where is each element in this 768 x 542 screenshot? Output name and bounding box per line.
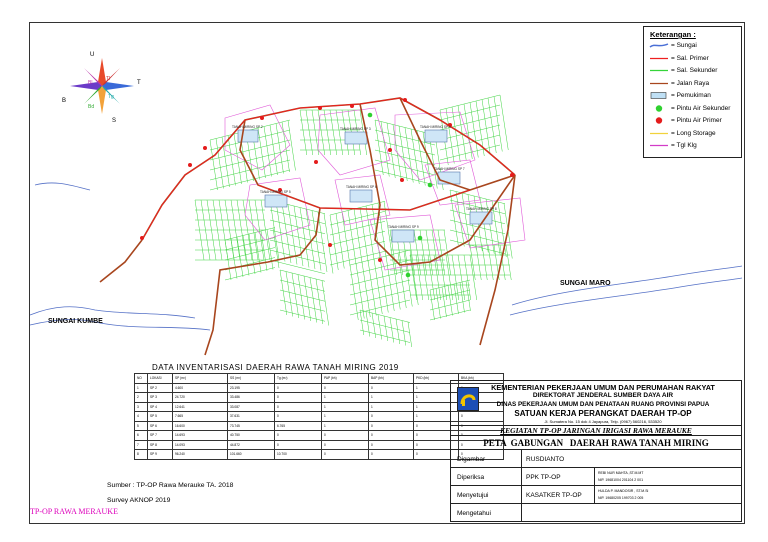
canal-secondary [464,255,471,300]
legend-title: Keterangan : [650,30,696,39]
table-cell: 1 [414,383,459,393]
compass-n: U [90,52,95,58]
table-cell: 3 [135,402,148,412]
table-cell: 1 [322,421,369,431]
signature-row-checked [451,467,741,486]
table-cell: 0 [459,450,504,460]
compass-rose [62,52,141,124]
directorate-name: DIREKTORAT JENDERAL SUMBER DAYA AIR [532,392,674,399]
canal-secondary [402,321,406,346]
table-header-cell: NO [135,374,148,384]
legend-item [647,91,711,100]
canal-secondary [210,140,218,190]
table-row [135,393,504,403]
gate-secondary [418,236,423,241]
table-cell: 0 [275,402,322,412]
table-header-cell: BKA (bh) [459,374,504,384]
canal-block [410,255,477,300]
title-block [450,380,742,522]
canal-secondary [500,95,508,150]
row-label: Diperiksa [457,474,485,481]
gate-primary [388,148,392,152]
table-cell: 6 [135,431,148,441]
table-row [135,412,504,422]
canal-secondary [378,315,382,340]
canal-secondary [258,128,266,178]
canal-secondary [416,255,423,300]
canal-block [225,228,279,281]
canal-secondary [280,300,325,311]
table-header-cell: SP (m²) [173,374,228,384]
canal-secondary [440,145,500,160]
table-cell: SP 5 [148,412,173,422]
river-maro [512,266,742,305]
compass-w: B [62,98,67,104]
gate-secondary [428,183,433,188]
table-row [135,402,504,412]
table-cell: 0 [275,393,322,403]
legend-item [647,129,716,138]
legend-symbol [647,41,671,50]
table-cell: 16.600 [173,421,228,431]
table-cell: SP 4 [148,402,173,412]
road [100,240,142,282]
canal-secondary [396,319,400,344]
table-cell: 2 [135,393,148,403]
table-cell: 0 [275,431,322,441]
canal-secondary [466,281,471,311]
canal-secondary [426,230,433,275]
gate-secondary [406,273,411,278]
table-row [135,431,504,441]
canal-secondary [310,278,317,323]
table-header-cell: LOKASI [148,374,173,384]
legend-label: = Long Storage [671,129,716,137]
table-cell: 1 [369,402,414,412]
canal-secondary [286,272,293,317]
table-cell: 33.486 [228,393,275,403]
row-nip: NIP. 19681004 201104 2 001 [598,478,644,482]
legend [643,26,742,158]
compass-ne: Tl [106,76,111,82]
table-cell: 23.195 [228,383,275,393]
row-person-cell [594,468,644,486]
table-cell: 0 [322,431,369,441]
gates [140,98,514,277]
activity-name: KEGIATAN TP-OP JARINGAN IRIGASI RAWA MERAUKE [451,425,741,435]
table-cell: 6.765 [275,421,322,431]
table-cell: 0 [369,383,414,393]
table-cell: 0 [414,421,459,431]
canal-secondary [372,313,376,338]
table-cell: 14.093 [173,440,228,450]
table-cell: 96.240 [173,450,228,460]
compass-nw: Bl [88,80,93,86]
block-label-sp5: TANAH MIRING SP 5 [260,190,291,194]
legend-symbol [647,104,671,113]
table-cell: 4.600 [173,383,228,393]
canal-secondary [440,95,500,110]
river [35,183,90,190]
table-row [135,421,504,431]
table-cell: 0 [369,431,414,441]
gate-primary [403,98,407,102]
table-header-cell: PKD (bh) [414,374,459,384]
row-label: Mengetahui [457,510,491,517]
settlement [425,130,447,142]
table-cell: 0 [414,440,459,450]
block-label-sp9: TANAH MIRING SP 9 [388,225,419,229]
table-cell: 37.631 [228,412,275,422]
canal-secondary [494,97,502,152]
gate-primary [510,173,514,177]
table-cell: 7.665 [173,412,228,422]
block-label-sp8: TANAH MIRING SP 8 [466,207,497,211]
canal-secondary [434,255,441,300]
canal-secondary [322,281,329,326]
canal-secondary [336,110,343,155]
table-cell: 0 [414,450,459,460]
canal-secondary [298,275,305,320]
table-cell: 10.700 [275,450,322,460]
row-name-cell [521,468,561,486]
inventory-table [134,373,504,460]
settlement [350,190,372,202]
gate-primary [400,178,404,182]
table-cell: 73.745 [228,421,275,431]
block-label-sp7: TANAH MIRING SP 7 [434,167,465,171]
row-person-cell [594,486,649,504]
compass-needle-n [98,58,106,86]
canal-secondary [228,136,236,186]
watermark-text: TP-OP RAWA MERAUKE [30,507,118,516]
canal-block [430,280,471,320]
table-cell: 33.087 [228,402,275,412]
canal-secondary [360,330,410,343]
table-cell: 0 [322,383,369,393]
table-row [135,440,504,450]
table-cell: 0 [459,421,504,431]
river-kumbe [30,307,195,318]
canal-secondary [442,287,447,317]
legend-symbol [647,116,671,125]
river-label-maro: SUNGAI MARO [560,280,611,287]
legend-label: = Jalan Raya [671,79,710,87]
map-title: PETA GABUNGAN DAERAH RAWA TANAH MIRING [451,435,741,450]
canal-secondary [432,230,439,275]
table-cell: 0 [275,440,322,450]
canal-secondary [460,283,465,313]
canal-secondary [276,124,284,174]
canal-secondary [306,110,313,155]
legend-item [647,104,730,113]
gate-primary [140,236,144,240]
table-cell: 7 [135,440,148,450]
table-cell: 8 [135,450,148,460]
table-cell: SP 2 [148,383,173,393]
legend-label: = Pintu Air Sekunder [671,104,731,112]
table-cell: 0 [275,412,322,422]
legend-symbol [647,54,671,63]
canal-block [440,95,508,165]
table-cell: 0 [459,431,504,441]
river-label-kumbe: SUNGAI KUMBE [48,318,103,325]
canal-secondary [225,268,275,281]
compass-e: T [137,80,141,86]
compass-sw: Bd [88,104,95,110]
canal-secondary [324,110,331,155]
legend-label: = Tgl Klg [671,142,697,149]
canal-secondary [292,273,299,318]
row-name-cell [521,504,522,522]
block-label-sp6: TANAH MIRING SP 6 [346,185,377,189]
gate-primary [350,104,354,108]
compass-s: S [112,118,117,124]
table-header-cell: BAP (bh) [369,374,414,384]
canal-block [280,270,329,326]
row-label: Menyetujui [457,492,489,499]
table-cell: 1 [322,402,369,412]
gate-primary [318,106,322,110]
gate-primary [328,243,332,247]
legend-item [647,141,697,150]
survey-text: Survey AKNOP 2019 [107,497,171,504]
canal-secondary [440,135,500,150]
table-cell: 1 [322,412,369,422]
table-cell: 0 [459,412,504,422]
settlement [265,195,287,207]
table-cell: SP 9 [148,450,173,460]
canal-secondary [316,279,323,324]
compass-needle-w [70,82,102,90]
canal-secondary [312,110,319,155]
source-text: Sumber : TP-OP Rawa Merauke TA. 2018 [107,482,234,489]
table-cell: 0 [275,383,322,393]
table-cell: 0 [414,431,459,441]
table-cell: 40.750 [228,431,275,441]
gate-primary [203,146,207,150]
table-cell: 24.720 [173,393,228,403]
table-header-cell: Tg (m²) [275,374,322,384]
table-cell: 1 [135,383,148,393]
canal-secondary [280,270,287,315]
table-header-cell: SS (m²) [228,374,275,384]
canal-block [270,200,333,274]
table-cell: 0 [369,450,414,460]
canal-secondary [454,284,459,314]
canal-secondary [282,122,290,172]
legend-item [647,79,709,88]
settlement [392,230,414,242]
table-cell: SP 3 [148,393,173,403]
canal-secondary [330,110,337,155]
table-cell: 0 [369,440,414,450]
legend-label: = Pintu Air Primer [671,117,722,124]
row-person: HULDA P. MANDOSIR , ST.M.Si [598,489,649,493]
legend-item [647,116,722,125]
canal-secondary [350,290,410,305]
canal-secondary [448,286,453,316]
canal-block [360,310,412,347]
canal-secondary [350,270,410,285]
row-name: KASATKER TP-OP [526,492,582,499]
row-name-cell [521,486,582,504]
row-name: PPK TP-OP [526,474,561,481]
table-cell: 0 [369,412,414,422]
compass-needle-s [98,86,106,114]
canal-secondary [408,322,412,347]
row-name: RUSDIANTO [526,456,565,463]
legend-symbol [647,141,671,150]
row-person: REBI NUR MAHTA ,ST.M.MT [598,471,644,475]
canal-secondary [270,125,278,175]
legend-symbol [647,129,671,138]
canal-secondary [210,150,290,170]
legend-symbol [647,79,671,88]
canal-secondary [390,318,394,343]
canal-block [195,200,270,260]
table-cell: SP 6 [148,421,173,431]
gate-primary [314,160,318,164]
unit-address: Jl. Sumatera No. 15 dok 4 Jayapura, Telp. (0967) 560216, 533520 [544,419,662,424]
table-row [135,450,504,460]
dinas-name: DINAS PEKERJAAN UMUM DAN PENATAAN RUANG PROVINSI PAPUA [496,401,710,408]
legend-item [647,66,717,75]
settlement [345,132,367,144]
table-cell: 14.693 [173,431,228,441]
table-cell: 5 [135,421,148,431]
gate-primary [378,258,382,262]
canal-secondary [300,110,307,155]
compass-se: Tg [108,94,114,100]
legend-symbol [647,91,671,100]
table-cell: 1 [369,393,414,403]
legend-label: = Pemukiman [671,92,711,99]
gate-primary [260,116,264,120]
table-cell: SP 7 [148,431,173,441]
signature-row-drawn [451,449,741,468]
legend-label: = Sungai [671,42,697,49]
legend-item [647,54,709,63]
legend-label: = Sal. Sekunder [671,67,718,74]
table-row [135,383,504,393]
canal-secondary [410,250,418,305]
canal-secondary [366,312,370,337]
canal-secondary [304,276,311,321]
table-cell: 1 [414,393,459,403]
table-cell: 1 [322,393,369,403]
legend-symbol [647,66,671,75]
table-cell: 1 [414,412,459,422]
canal-secondary [264,127,272,177]
block-label-sp2: TANAH MIRING SP 2 [232,125,263,129]
canal-secondary [384,316,388,341]
canal-secondary [350,300,410,315]
table-cell: 0 [369,421,414,431]
ministry-name: KEMENTERIAN PEKERJAAN UMUM DAN PERUMAHAN RAKYAT [491,383,715,392]
row-name-cell [521,450,565,468]
canal-secondary [438,230,445,275]
table-cell: 1 [414,402,459,412]
table-cell: 12.641 [173,402,228,412]
table-cell: 0 [322,440,369,450]
compass-needle-e [102,82,134,90]
legend-label: = Sal. Primer [671,54,709,62]
table-cell: 0 [322,450,369,460]
gate-primary [188,163,192,167]
table-header-row [135,374,504,384]
row-nip: NIP. 19680205 199703 2 005 [598,496,644,500]
table-cell: 4 [135,412,148,422]
table-cell: SP 8 [148,440,173,450]
signature-row-approved [451,485,741,504]
table-cell: 101.660 [228,450,275,460]
canal-secondary [440,255,447,300]
unit-name: SATUAN KERJA PERANGKAT DAERAH TP-OP [514,409,692,418]
main-roads [100,98,515,355]
signature-row-acknowledged [451,503,741,522]
canal-block [350,250,418,320]
canal-secondary [430,310,470,320]
canal-secondary [360,310,364,335]
table-cell: 44.872 [228,440,275,450]
inventory-table-title: DATA INVENTARISASI DAERAH RAWA TANAH MIRING 2019 [152,363,399,372]
legend-item [647,41,697,50]
canal-secondary [470,255,477,300]
canal-block [330,201,392,270]
block-label-sp4: TANAH MIRING SP 4 [420,125,451,129]
canal-secondary [410,255,417,300]
gate-secondary [368,113,373,118]
canal-secondary [280,310,325,321]
table-cell: 0 [459,440,504,450]
row-label: Digambar [457,456,486,463]
canal-secondary [280,280,325,291]
block-label-sp3: TANAH MIRING SP 3 [340,127,371,131]
table-header-cell: PAP (bh) [322,374,369,384]
